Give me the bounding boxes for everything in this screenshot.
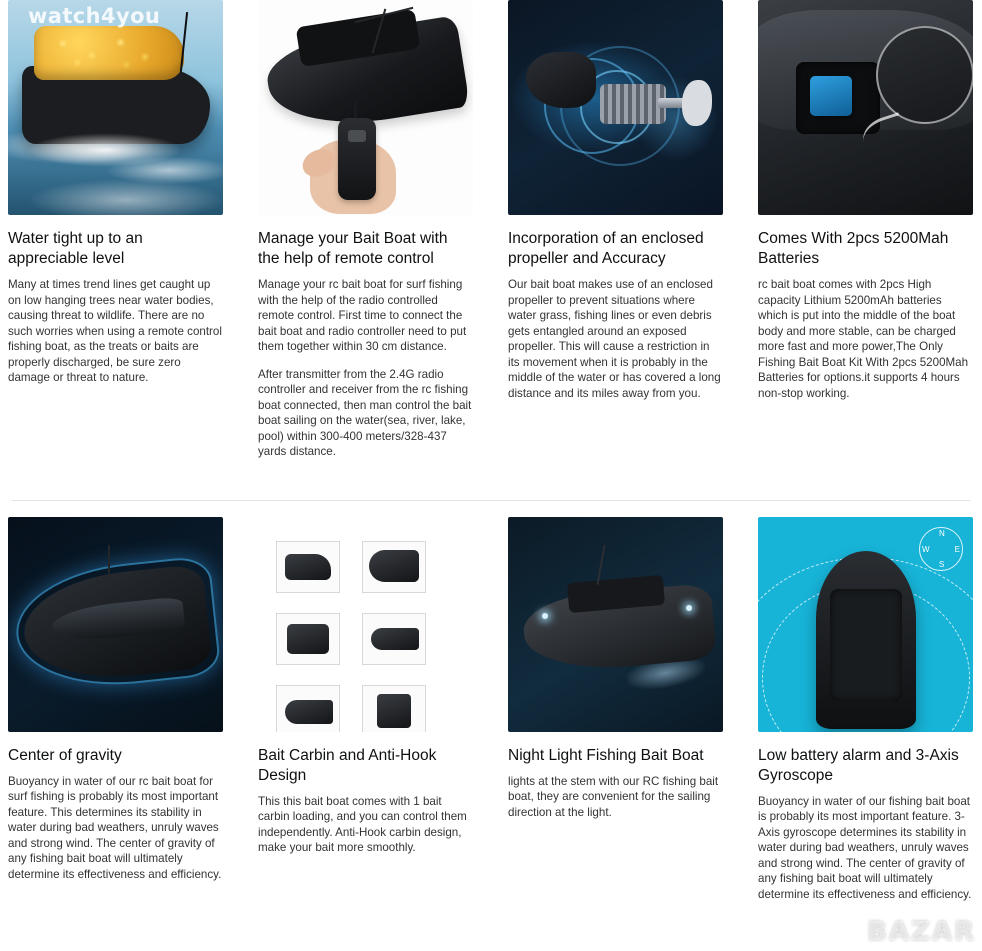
feature-paragraph: Many at times trend lines get caught up on low hanging trees near water bodies, causing threat to wildlife. There are no such worries when using a remote control fishing boat, as the treats or baits are properly discharged, be sure zero damage or threat to nature.: [8, 278, 222, 384]
feature-title: Bait Carbin and Anti-Hook Design: [258, 746, 437, 784]
feature-card-enclosed-propeller: [508, 0, 723, 490]
feature-paragraph: After transmitter from the 2.4G radio controller and receiver from the rc fishing boat connected, then man control the bait boat sailing on the water(sea, river, lake, pool) within 300-400 meters/328-437 yards distance.: [258, 367, 472, 458]
feature-row-2: [0, 517, 982, 915]
parts-grid-tile: [362, 613, 426, 665]
watermark-bottom-right: BAZAR: [867, 917, 976, 947]
boat-bait-bay-shape: [830, 589, 902, 701]
5200mah-battery-closeup-image: [758, 0, 973, 215]
compass-icon: [919, 527, 963, 571]
motor-shape: [600, 84, 666, 124]
feature-card-batteries: [758, 0, 973, 490]
feature-body: [508, 277, 723, 401]
carbin-door-part-shape: [377, 694, 411, 728]
feature-body: [258, 277, 473, 460]
night-light-led-icon: [542, 613, 548, 619]
feature-paragraph: Our bait boat makes use of an enclosed propeller to prevent situations where water grass, fishing lines or even debris gets entangled around an exposed propeller. This will cause a restriction in its movement when it is probably in the middle of the water or has covered a long distance and its miles away from you.: [508, 278, 721, 400]
feature-title: Manage your Bait Boat with the help of remote control: [258, 230, 448, 267]
hull-part-shape: [369, 550, 419, 582]
feature-title: Incorporation of an enclosed propeller and Accuracy: [508, 230, 704, 267]
parts-grid-tile: [276, 685, 340, 732]
feature-body: [8, 277, 223, 386]
section-divider: [12, 500, 970, 501]
feature-body: [508, 774, 723, 821]
feature-card-remote-control: [258, 0, 473, 490]
bait-boat-and-remote-control-image: [258, 0, 473, 215]
feature-card-night-light: [508, 517, 723, 915]
feature-paragraph: rc bait boat comes with 2pcs High capacity Lithium 5200mAh batteries which is put into the middle of the boat body and more stable, can be charged more fast and more power,The Only Fishing Bait Boat Kit With 2pcs 5200Mah Batteries for options.it supports 4 hours non-stop working.: [758, 278, 969, 400]
hull-glow-outline-image: [8, 517, 223, 732]
feature-paragraph: Manage your rc bait boat for surf fishing with the help of the radio controlled remote control. First time to connect the bait boat and radio controller need to put them together within 30 cm distance.: [258, 278, 467, 353]
parts-grid-tile: [276, 613, 340, 665]
feature-card-water-tight: [8, 0, 223, 490]
compass-west-label: W: [922, 544, 930, 554]
antenna-shape: [597, 545, 606, 585]
propeller-shape: [682, 80, 712, 126]
motor-part-shape: [371, 628, 419, 650]
antenna-shape: [180, 12, 188, 72]
feature-title: Comes With 2pcs 5200Mah Batteries: [758, 230, 949, 267]
parts-grid-tile: [362, 541, 426, 593]
feature-title: Low battery alarm and 3-Axis Gyroscope: [758, 746, 959, 784]
feature-body: [758, 277, 973, 401]
compass-east-label: E: [954, 544, 960, 554]
bait-carbin-part-shape: [285, 554, 331, 580]
compass-south-label: S: [939, 559, 945, 569]
feature-card-gyroscope: [758, 517, 973, 915]
remote-controller-shape: [338, 118, 376, 200]
feature-paragraph: lights at the stem with our RC fishing bait boat, they are convenient for the sailing direction at the light.: [508, 774, 719, 819]
feature-title: Center of gravity: [8, 746, 122, 764]
feature-paragraph: This this bait boat comes with 1 bait carbin loading, and you can control them independently. Anti-Hook carbin design, make your bait more smoothly.: [258, 794, 467, 854]
parts-grid-tile: [362, 685, 426, 732]
night-light-bait-boat-image: [508, 517, 723, 732]
antenna-shape: [108, 545, 110, 581]
feature-paragraph: Buoyancy in water of our fishing bait boat is probably its most important feature. 3-Axis gyroscope determines its stability in water during bad weathers, unruly waves and strong wind. The center of gravity of any fishing bait boat will ultimately determine its effectiveness and efficiency.: [758, 794, 972, 901]
bait-carbin-parts-grid-image: [258, 517, 473, 732]
feature-paragraph: Buoyancy in water of our rc bait boat for surf fishing is probably its most important feature. This determines its stability in water during bad weathers, unruly waves and strong wind. The center of gravity of any fishing bait boat will ultimately determine its effectiveness and efficiency.: [8, 774, 222, 881]
gyroscope-top-view-compass-image: [758, 517, 973, 732]
feature-body: [8, 774, 223, 883]
parts-grid-tile: [276, 541, 340, 593]
bait-boat-with-corn-on-water-image: [8, 0, 223, 215]
feature-title: Water tight up to an appreciable level: [8, 230, 143, 267]
feature-card-bait-carbin: [258, 517, 473, 915]
watermark-top-left: watch4you: [28, 4, 161, 28]
battery-shape: [810, 76, 852, 116]
feature-body: [258, 794, 473, 856]
water-spray-shape: [8, 120, 223, 180]
hull-bottom-part-shape: [285, 700, 333, 724]
corn-bait-hopper-shape: [34, 26, 184, 80]
feature-title: Night Light Fishing Bait Boat: [508, 746, 704, 764]
night-light-led-icon: [686, 605, 692, 611]
feature-card-center-of-gravity: [8, 517, 223, 915]
compass-north-label: N: [939, 528, 945, 538]
zoom-callout-circle: [876, 26, 973, 124]
hopper-part-shape: [287, 624, 329, 654]
feature-body: [758, 794, 973, 903]
enclosed-propeller-exploded-view-image: [508, 0, 723, 215]
